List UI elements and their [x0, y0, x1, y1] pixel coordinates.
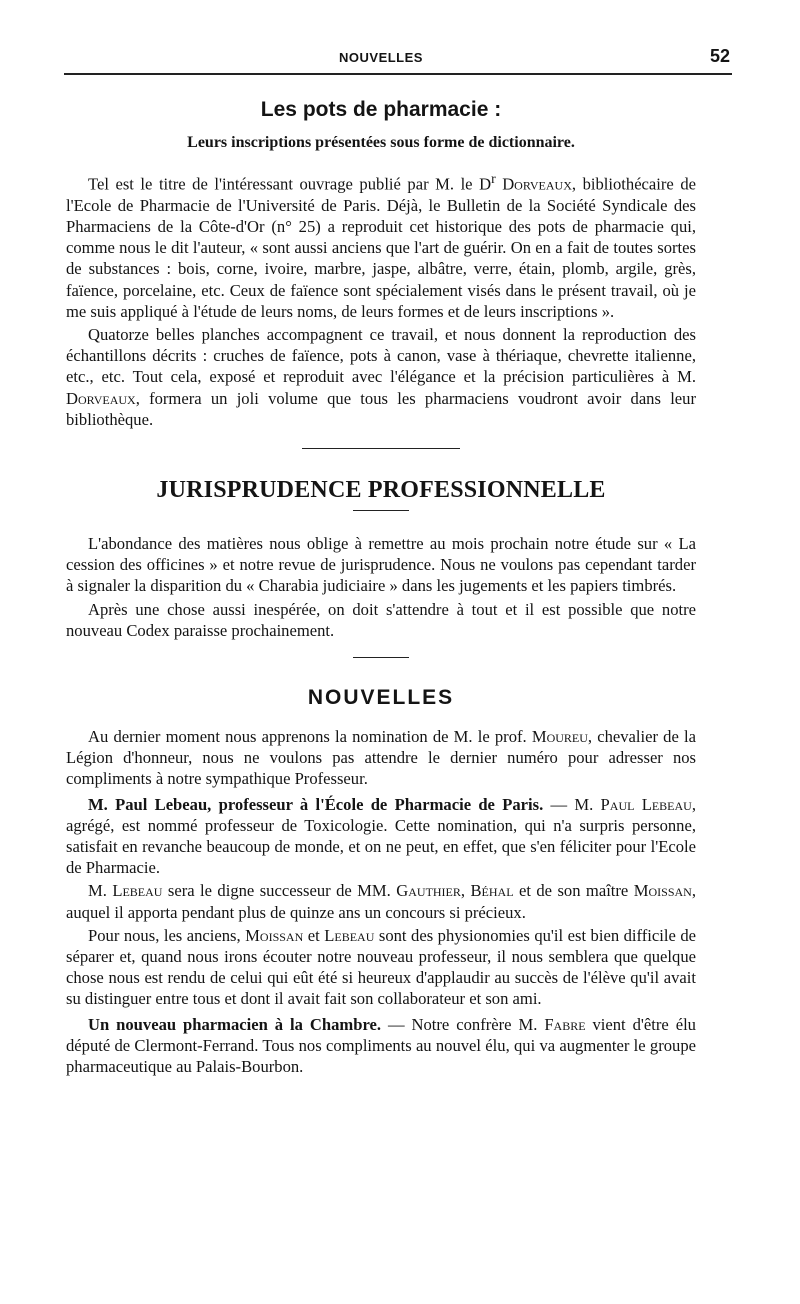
news-paragraph	[66, 726, 696, 790]
person-name: Paul Lebeau	[600, 794, 692, 814]
text-run: , agrégé, est nommé professeur de Toxicologie. Cette nomination, qui n'a surpris personne, satisfait en revanche beaucoup de monde, et on ne peut, en effet, que s'en féliciter pour l'Ecole de Pharmacie.	[66, 794, 696, 878]
author-name: Dorveaux	[502, 174, 572, 194]
text-run: M.	[574, 794, 601, 814]
text-run: Pour nous, les anciens,	[88, 925, 246, 945]
page-number: 52	[709, 46, 730, 66]
text-run: sera le digne successeur de MM.	[162, 881, 397, 901]
person-name: Lebeau	[112, 881, 163, 901]
text-run: M.	[88, 881, 113, 901]
text-run: , chevalier de la Légion d'honneur, nous ne voulons pas attendre le dernier numéro pour adresser nos compliments à notre sympathique Professeur.	[66, 726, 696, 789]
news-paragraph	[66, 925, 696, 1010]
person-name: Moissan	[245, 925, 304, 945]
person-name: Béhal	[470, 881, 514, 901]
news-heading: Un nouveau pharmacien à la Chambre.	[88, 1014, 382, 1034]
news-heading-paragraph	[66, 794, 696, 879]
news-paragraph	[66, 880, 696, 922]
text-run: sont des physionomies qu'il est bien difficile de séparer et, quand nous irons écouter notre nouveau professeur, il nous semblera que quelque chose nous est rendu de celui qui eût été si heureux d'applaudir au succès de l'élève qu'il avait su distinguer entre tous et dont il avait fait son collaborateur et son ami.	[66, 925, 696, 1009]
dash: —	[381, 1014, 412, 1034]
text-run: Notre confrère M.	[411, 1014, 545, 1034]
section-title-nouvelles: NOUVELLES	[307, 685, 455, 709]
person-name: Lebeau	[324, 925, 375, 945]
running-header	[66, 46, 730, 70]
person-name: Fabre	[544, 1014, 586, 1034]
title-underline	[353, 510, 409, 511]
article-title: Les pots de pharmacie :	[260, 98, 502, 121]
article-paragraph	[66, 324, 696, 430]
text-run: vient d'être élu député de Clermont-Ferrand. Tous nos compliments au nouvel élu, qui va augmenter le groupe pharmaceutique au Palais-Bourbon.	[66, 1014, 696, 1077]
header-rule	[64, 73, 732, 75]
running-title: NOUVELLES	[339, 50, 423, 65]
author-name: Dorveaux	[66, 388, 136, 408]
section-divider	[353, 657, 409, 658]
section-divider	[302, 448, 460, 449]
person-name: Gauthier	[396, 881, 461, 901]
person-name: Moissan	[633, 881, 692, 901]
article-subtitle: Leurs inscriptions présentées sous forme de dictionnaire.	[187, 134, 575, 151]
text-run: , formera un joli volume que tous les pharmaciens voudront avoir dans leur bibliothèque.	[66, 388, 696, 429]
news-heading-paragraph	[66, 1014, 696, 1078]
text-run: et de son maître	[513, 881, 634, 901]
news-heading: M. Paul Lebeau, professeur à l'École de Pharmacie de Paris.	[88, 794, 544, 814]
text-run: ,	[460, 881, 471, 901]
person-name: Moureu	[531, 726, 588, 746]
section-paragraph: Après une chose aussi inespérée, on doit s'attendre à tout et il est possible que notre nouveau Codex paraisse prochainement.	[66, 599, 696, 640]
article-paragraph	[66, 168, 696, 322]
text-run: Tel est le titre de l'intéressant ouvrage publié par M. le D	[88, 174, 492, 194]
text-run: , bibliothécaire de l'Ecole de Pharmacie de l'Université de Paris. Déjà, le Bulletin de la Société Syndicale des Pharmaciens de la Côte-d'Or (n° 25) a reproduit cet historique des pots de pharmacie qui, comme nous le dit l'auteur, « sont aussi anciens que l'art de guérir. On en a fait de toutes sortes de substances : bois, corne, ivoire, marbre, jaspe, albâtre, verre, étain, plomb, argile, grès, faïence, porcelaine, etc. Ceux de faïence sont spécialement visés dans le présent travail, où je me suis appliqué à l'étude de leurs noms, de leurs formes et de leurs inscriptions ».	[66, 174, 696, 321]
section-paragraph: L'abondance des matières nous oblige à remettre au mois prochain notre étude sur « La cession des officines » et notre revue de jurisprudence. Nous ne voulons pas cependant tarder à signaler la disparition du « Charabia judiciaire » dans les jugements et les papiers timbrés.	[66, 533, 696, 596]
dash: —	[543, 794, 575, 814]
text-column	[66, 98, 696, 1077]
superscript: r	[491, 171, 496, 186]
section-title-jurisprudence: JURISPRUDENCE PROFESSIONNELLE	[156, 476, 606, 503]
text-run: , auquel il apporta pendant plus de quinze ans un concours si précieux.	[66, 881, 696, 922]
text-run: et	[303, 925, 325, 945]
text-run: Quatorze belles planches accompagnent ce travail, et nous donnent la reproduction des échantillons décrits : cruches de faïence, pots à canon, vase à thériaque, chevrette italienne, etc., etc. Tout cela, exposé et reproduit avec l'élégance et la précision particulières à M.	[66, 324, 696, 387]
text-run: Au dernier moment nous apprenons la nomination de M. le prof.	[88, 726, 532, 746]
